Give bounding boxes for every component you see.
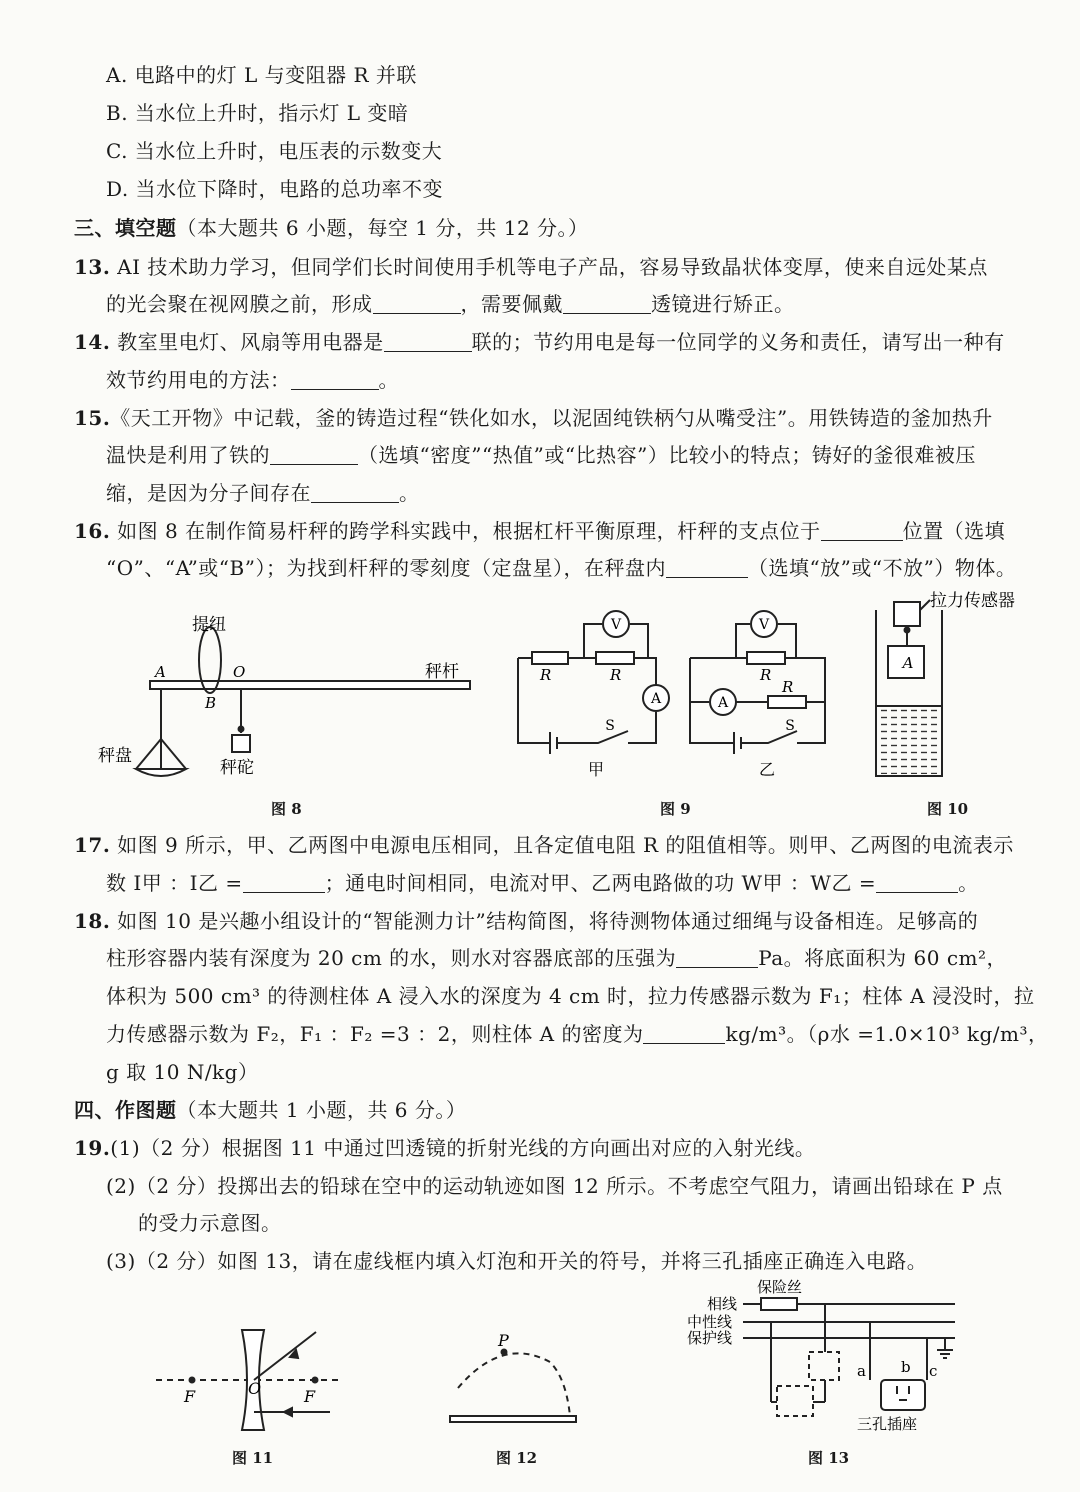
label-weight: 秤砣	[220, 758, 254, 778]
q14-number: 14.	[74, 330, 111, 354]
fuse	[761, 1298, 797, 1310]
option-c: C. 当水位上升时，电压表的示数变大	[106, 139, 443, 163]
q13-number: 13.	[74, 255, 111, 279]
trajectory-path	[458, 1353, 570, 1416]
scale-pan	[136, 769, 186, 776]
label-p: P	[498, 1331, 509, 1350]
q18-line3: 体积为 500 cm³ 的待测柱体 A 浸入水的深度为 4 cm 时，拉力传感器示数为 F₁；柱体 A 浸没时，拉	[106, 984, 1035, 1008]
label-yi: 乙	[758, 760, 776, 779]
q17-line1	[74, 832, 1014, 858]
q17-text1: 如图 9 所示，甲、乙两图中电源电压相同，且各定值电阻 R 的阻值相等。则甲、乙两图的电流表示	[117, 833, 1014, 857]
q17-number: 17.	[74, 833, 111, 857]
q17-blank1[interactable]	[243, 874, 325, 893]
label-yi-voltmeter: V	[758, 617, 770, 633]
q16-line2	[106, 555, 1016, 581]
counterweight	[232, 735, 250, 752]
q18-text4a: 力传感器示数为 F₂，F₁ ：F₂ =3 ：2，则柱体 A 的密度为	[106, 1022, 644, 1046]
q18-line5: g 取 10 N/kg）	[106, 1060, 259, 1084]
q19-part2b: 的受力示意图。	[138, 1211, 282, 1235]
option-b: B. 当水位上升时，指示灯 L 变暗	[106, 101, 409, 125]
label-jia-ammeter: A	[650, 691, 662, 707]
q18-text1: 如图 10 是兴趣小组设计的“智能测力计”结构简图，将待测物体通过细绳与设备相连。足够高的	[117, 909, 979, 933]
label-earth: 保护线	[687, 1329, 733, 1347]
q16-line1	[74, 518, 1005, 544]
q19-part2a: (2)（2 分）投掷出去的铅球在空中的运动轨迹如图 12 所示。不考虑空气阻力，请画出铅球在 P 点	[106, 1174, 1003, 1198]
q15-line3	[106, 480, 420, 506]
q13-text2b: ，需要佩戴	[460, 292, 563, 316]
q18-text2b: Pa。将底面积为 60 cm²，	[758, 946, 1008, 970]
q13-text2c: 透镜进行矫正。	[651, 292, 795, 316]
q18-blank1[interactable]	[676, 949, 758, 968]
three-pin-socket	[881, 1380, 925, 1410]
q14-text2b: 。	[378, 368, 399, 392]
label-rod: 秤杆	[425, 662, 459, 682]
q19-number: 19.	[74, 1136, 111, 1160]
section4-title: 四、作图题	[74, 1098, 177, 1122]
label-jia-switch: S	[605, 718, 615, 734]
q17-line2	[106, 870, 979, 896]
label-fuse: 保险丝	[757, 1278, 803, 1296]
fig13-caption: 图 13	[808, 1449, 850, 1467]
fig8-caption: 图 8	[271, 800, 302, 818]
q18-line2	[106, 945, 1007, 971]
dashed-box-lower	[777, 1386, 813, 1416]
section3-title: 三、填空题	[74, 216, 177, 240]
q14-text1b: 联的；节约用电是每一位同学的义务和责任，请写出一种有	[471, 330, 1005, 354]
figure-8-steelyard	[92, 605, 482, 790]
q15-blank2[interactable]	[311, 484, 399, 503]
q18-text2a: 柱形容器内装有深度为 20 cm 的水，则水对容器底部的压强为	[106, 946, 677, 970]
label-f-left: F	[184, 1387, 196, 1406]
label-B: B	[205, 694, 217, 712]
q16-number: 16.	[74, 519, 111, 543]
label-f-right: F	[304, 1387, 316, 1406]
section3-note: （本大题共 6 小题，每空 1 分，共 12 分。）	[176, 216, 589, 240]
figure-10-force-meter	[860, 588, 1030, 783]
q13-text1: AI 技术助力学习，但同学们长时间使用手机等电子产品，容易导致晶状体变厚，使来自远处某点	[117, 255, 988, 279]
label-o: O	[248, 1379, 262, 1398]
fig12-caption: 图 12	[496, 1449, 538, 1467]
label-c: c	[929, 1362, 938, 1380]
label-jia-r2: R	[610, 666, 622, 684]
label-sensor: 拉力传感器	[930, 591, 1015, 611]
q15-line2	[106, 442, 976, 468]
option-a: A. 电路中的灯 L 与变阻器 R 并联	[106, 63, 417, 87]
figure-12-shot-trajectory	[440, 1330, 590, 1430]
section4-heading	[74, 1097, 466, 1123]
q18-line1	[74, 908, 978, 934]
q16-text2b: （选填“放”或“不放”）物体。	[747, 556, 1017, 580]
label-A: A	[155, 663, 166, 681]
q14-blank1[interactable]	[384, 333, 472, 352]
label-handle: 提纽	[192, 615, 226, 635]
q13-text2a: 的光会聚在视网膜之前，形成	[106, 292, 373, 316]
q16-text1b: 位置（选填	[902, 519, 1006, 543]
q15-text1: 《天工开物》中记载，釜的铸造过程“铁化如水，以泥固纯铁柄勺从嘴受注”。用铁铸造的釜加热升	[110, 406, 993, 430]
q15-number: 15.	[74, 406, 111, 430]
q16-text2a: “O”、“A”或“B”）；为找到杆秤的零刻度（定盘星），在秤盘内	[106, 556, 666, 580]
q13-blank1[interactable]	[373, 295, 461, 314]
force-sensor-box	[894, 602, 920, 626]
q15-blank1[interactable]	[270, 446, 358, 465]
q18-blank2[interactable]	[643, 1025, 725, 1044]
label-yi-r2: R	[782, 678, 794, 696]
label-pan: 秤盘	[98, 746, 132, 766]
label-socket: 三孔插座	[857, 1415, 918, 1433]
q14-line2	[106, 367, 399, 393]
q18-line4	[106, 1021, 1049, 1047]
q13-line1	[74, 254, 988, 280]
dashed-box-upper	[809, 1352, 839, 1380]
q16-blank2[interactable]	[666, 559, 748, 578]
q18-number: 18.	[74, 909, 111, 933]
label-yi-switch: S	[785, 718, 795, 734]
q16-blank1[interactable]	[821, 522, 903, 541]
section4-note: （本大题共 1 小题，共 6 分。）	[176, 1098, 467, 1122]
q16-text1a: 如图 8 在制作简易杆秤的跨学科实践中，根据杠杆平衡原理，杆秤的支点位于	[117, 519, 821, 543]
q15-line1	[74, 405, 993, 431]
q18-text4b: kg/m³。（ρ水 =1.0×10³ kg/m³，	[725, 1022, 1049, 1046]
fig9-caption: 图 9	[660, 800, 691, 818]
label-jia-voltmeter: V	[610, 617, 622, 633]
section3-heading	[74, 215, 589, 241]
label-O: O	[233, 663, 246, 681]
label-neutral: 中性线	[687, 1313, 733, 1331]
steelyard-rod	[150, 681, 470, 689]
q14-text1a: 教室里电灯、风扇等用电器是	[117, 330, 384, 354]
q17-text2b: ；通电时间相同，电流对甲、乙两电路做的功 W甲 ：W乙 =	[324, 871, 877, 895]
option-d: D. 当水位下降时，电路的总功率不变	[106, 177, 444, 201]
label-b: b	[901, 1358, 911, 1376]
q17-text2a: 数 I甲 ：I乙 =	[106, 871, 243, 895]
figure-9-circuits	[510, 600, 840, 785]
q15-text3b: 。	[399, 481, 420, 505]
label-cylinder-a: A	[902, 654, 914, 672]
q19-part1: (1)（2 分）根据图 11 中通过凹透镜的折射光线的方向画出对应的入射光线。	[110, 1136, 816, 1160]
label-yi-ammeter: A	[717, 695, 729, 711]
q15-text2b: （选填“密度”“热值”或“比热容”）比较小的特点；铸好的釜很难被压	[358, 443, 976, 467]
q13-blank2[interactable]	[563, 295, 651, 314]
figure-13-home-circuit	[685, 1272, 970, 1437]
q14-blank2[interactable]	[291, 371, 379, 390]
q19-part3: (3)（2 分）如图 13，请在虚线框内填入灯泡和开关的符号，并将三孔插座正确连入电路。	[106, 1249, 928, 1273]
label-jia: 甲	[587, 760, 605, 779]
q19-line1	[74, 1135, 815, 1161]
label-a: a	[857, 1362, 866, 1380]
label-jia-r1: R	[540, 666, 552, 684]
label-live: 相线	[707, 1295, 738, 1313]
q15-text3a: 缩，是因为分子间存在	[106, 481, 311, 505]
fig10-caption: 图 10	[927, 800, 969, 818]
q17-text2c: 。	[958, 871, 979, 895]
point-p	[502, 1350, 507, 1355]
label-yi-r1: R	[760, 666, 772, 684]
q14-line1	[74, 329, 1005, 355]
q17-blank2[interactable]	[876, 874, 958, 893]
fig11-caption: 图 11	[232, 1449, 274, 1467]
figure-11-concave-lens	[150, 1318, 350, 1433]
q14-text2a: 效节约用电的方法：	[106, 368, 291, 392]
q13-line2	[106, 291, 795, 317]
q15-text2a: 温快是利用了铁的	[106, 443, 270, 467]
